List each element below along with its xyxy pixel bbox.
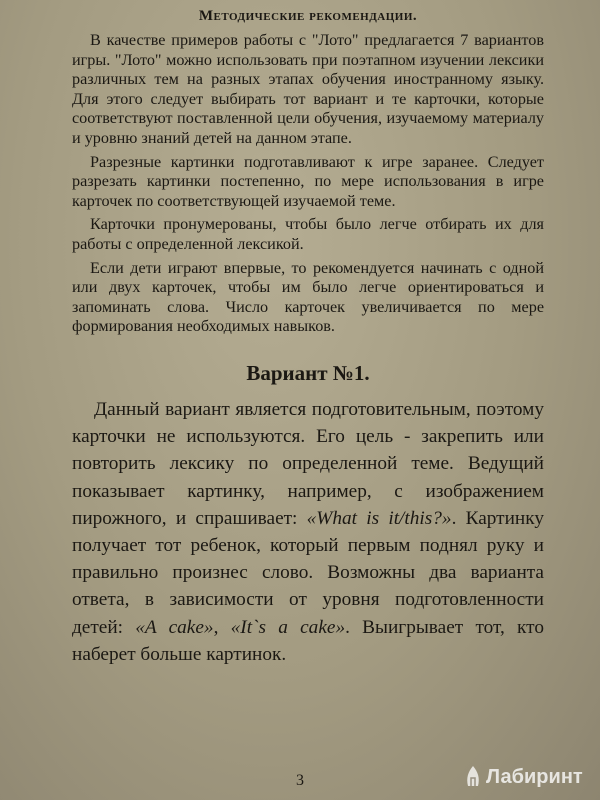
paragraph-1: В качестве примеров работы с "Лото" предлагается 7 вариантов игры. "Лото" можно использовать при поэтапном изучении лексики различных тем на разных этапах обучения иностранному языку. Для этого следует выбирать тот вариант и те карточки, которые соответствуют поставленной цели обучения, изучаемому материалу и уровню знаний детей на данном этапе. — [72, 31, 544, 147]
quote-its-a-cake: «It`s a cake» — [230, 616, 346, 638]
variant-text-part-2: . Картинку получает тот ребенок, который первым поднял руку и правильно произнес слово. Возможны два варианта ответа, в зависимости от уровня подготовленности детей: — [72, 507, 544, 638]
watermark-text: Лабиринт — [486, 765, 583, 788]
section-title: Методические рекомендации. — [198, 8, 418, 24]
quote-a-cake: «A cake» — [135, 616, 214, 638]
paragraph-4: Если дети играют впервые, то рекомендуется начинать с одной или двух карточек, чтобы им было легче ориентироваться и запоминать слова. Число карточек увеличивается по мере формирования необходимых навыков. — [72, 258, 544, 336]
page-number: 3 — [296, 772, 304, 789]
quote-separator: , — [213, 616, 231, 638]
watermark-logo — [462, 760, 592, 794]
variant-1-paragraph — [72, 396, 544, 668]
variant-1-section — [72, 396, 544, 668]
page-text — [72, 8, 544, 668]
paragraph-3: Карточки пронумерованы, чтобы было легче отбирать их для работы с определенной лексикой. — [72, 215, 544, 253]
variant-heading: Вариант №1. — [246, 360, 370, 385]
variant-text-part-1: Данный вариант является подготовительным, поэтому карточки не используются. Его цель - закрепить или повторить лексику по определенной теме. Ведущий показывает картинку, например, с изображением пирожного, и спрашивает: — [72, 398, 544, 529]
paragraph-2: Разрезные картинки подготавливают к игре заранее. Следует разрезать картинки постепенно, по мере использования в игре карточек по соответствующей изучаемой теме. — [72, 152, 544, 210]
quote-what-is-it: «What is it/this?» — [306, 507, 452, 529]
labyrinth-logo-icon — [462, 764, 484, 790]
variant-text-part-3: . Выигрывает тот, кто наберет больше картинок. — [72, 616, 544, 665]
